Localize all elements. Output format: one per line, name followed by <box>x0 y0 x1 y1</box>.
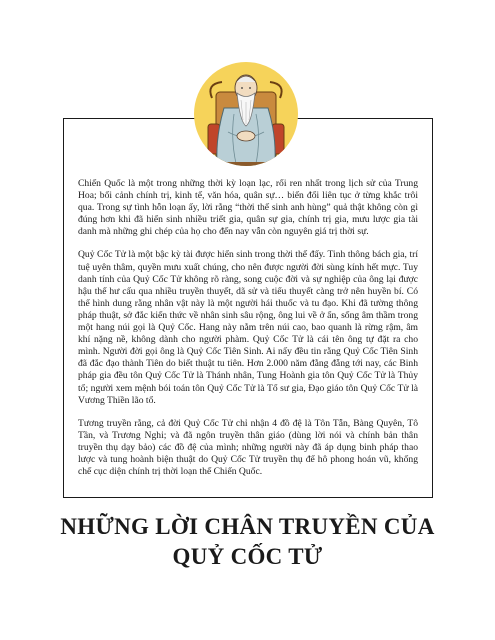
paragraph-1: Chiến Quốc là một trong những thời kỳ loạn lạc, rối ren nhất trong lịch sử của Trung Hoa; bối cảnh chính trị, kinh tế, văn hóa, quân sự… biến đổi liên tục ở từng khắc trôi qua. Trong sự tình hỗn loạn ấy, lời rằng “thời thế sinh anh hùng” quả thật không còn gì đúng hơn khi đã hiển sinh nhiều triết gia, quân sự gia, chính trị gia, mưu lược gia tài danh mà những ghi chép của họ cho đến nay vẫn còn nguyên giá trị thời sự. <box>78 178 418 238</box>
chapter-title-line-2: QUỶ CỐC TỬ <box>172 544 323 569</box>
sage-portrait-illustration <box>194 62 298 166</box>
paragraph-2: Quỷ Cốc Tử là một bậc kỳ tài được hiển sinh trong thời thế đấy. Tinh thông bách gia, trí tuệ uyên thâm, quyền mưu xuất chúng, cho nên được người đời sùng kính hết mực. Tuy danh tính của Quỷ Cốc Tử không rõ ràng, song cuộc đời và sự nghiệp của ông lại được hậu thế hư cấu qua nhiều truyền thuyết, dã sử và tiểu thuyết càng trở nên huyền bí. Có thể hình dung rằng nhân vật này là một người hái thuốc và tu đạo. Khi đã tường thông pháp thuật, sở đắc kiến thức về nhân sinh sâu rộng, ông lui về ở ẩn, sống âm thầm trong một hang núi gọi là Quỷ Cốc. Hang này nằm trên núi cao, bao quanh là rừng rậm, âm khí nặng nề, không dành cho người phàm. Quỷ Cốc Tử là cái tên ông tự đặt ra cho mình. Người đời gọi ông là Quỷ Cốc Tiên Sinh. Ai nấy đều tin rằng Quỷ Cốc Tiên Sinh đã đắc đạo thành Tiên do biết thuật tu tiên. Hơn 2.000 năm đằng đẵng tới nay, các Binh pháp gia đều tôn Quỷ Cốc Tử là Thánh nhân, Tung Hoành gia tôn Quỷ Cốc Tử là Thủy tổ; người xem mệnh bói toán tôn Quỷ Cốc Tử là Tổ sư gia, Đạo giáo tôn Quỷ Cốc Tử là Vương Thiền lão tổ. <box>78 249 418 406</box>
sage-illustration <box>194 62 298 166</box>
chapter-title <box>20 512 475 572</box>
paragraph-3: Tương truyền rằng, cả đời Quỷ Cốc Tử chỉ nhận 4 đồ đệ là Tôn Tẫn, Bàng Quyên, Tô Tần, và Trương Nghi; và đã ngôn truyền thân giáo (dùng lời nói và chính bản thân truyền thụ dạy bảo) các đồ đệ của mình; những người này đã áp dụng binh pháp thao lược và tung hoành biện thuật do Quỷ Cốc Tử truyền thụ để hô phong hoán vũ, khống chế cục diện chính trị thời loạn thế Chiến Quốc. <box>78 417 418 478</box>
chapter-title-line-1: NHỮNG LỜI CHÂN TRUYỀN CỦA <box>60 514 435 539</box>
body-text <box>78 178 418 489</box>
